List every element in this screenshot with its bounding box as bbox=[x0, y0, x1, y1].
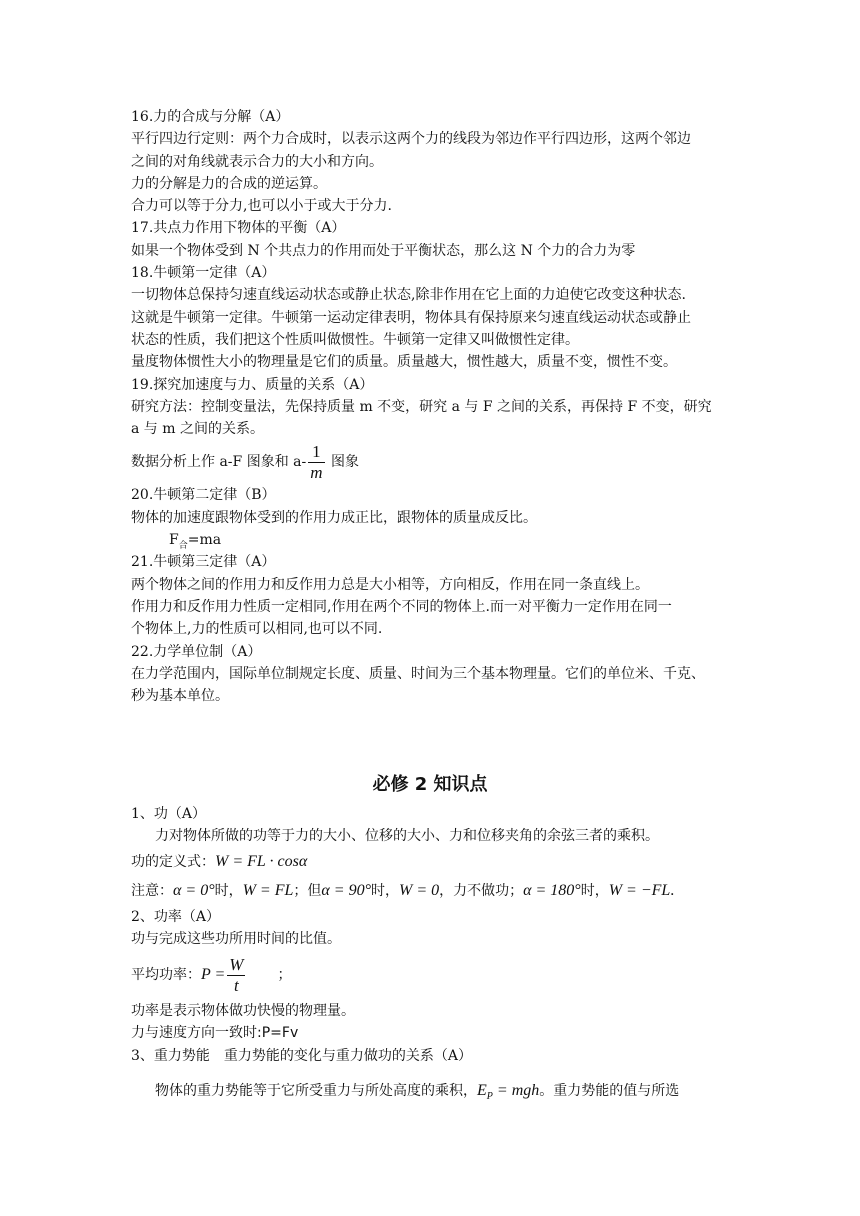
heading-17: 17.共点力作用下物体的平衡（A） bbox=[131, 220, 346, 237]
section2-content bbox=[131, 803, 733, 1105]
text-line: 个物体上,力的性质可以相同,也可以不同. bbox=[131, 621, 383, 638]
work-note: 注意：α = 0°时，W = FL；但α = 90°时，W = 0，力不做功；α = 180°时，W = −FL. bbox=[131, 881, 675, 899]
text-line: 研究方法：控制变量法，先保持质量 m 不变，研究 a 与 F 之间的关系，再保持 F 不变，研究 bbox=[131, 398, 712, 415]
section-title: 必修 2 知识点 bbox=[372, 774, 488, 795]
text-line: 如果一个物体受到 N 个共点力的作用而处于平衡状态，那么这 N 个力的合力为零 bbox=[131, 242, 636, 259]
data-analysis-prefix: 数据分析上作 a-F 图象和 a- bbox=[131, 454, 307, 471]
work-formula: W = FL · cosα bbox=[215, 852, 308, 870]
work-definition: 功的定义式：W = FL · cosα bbox=[131, 852, 308, 870]
text-line: 秒为基本单位。 bbox=[131, 688, 229, 705]
heading-work: 1、功（A） bbox=[131, 806, 207, 822]
potential-energy-text: 物体的重力势能等于它所受重力与所处高度的乘积，$E_P$ = mgh。重力势能的值与所选 bbox=[155, 1082, 680, 1102]
heading-21: 21.牛顿第三定律（A） bbox=[131, 554, 276, 571]
text-line: 之间的对角线就表示合力的大小和方向。 bbox=[131, 153, 383, 170]
text-line: 在力学范围内，国际单位制规定长度、质量、时间为三个基本物理量。它们的单位米、千克、 bbox=[131, 665, 705, 682]
fraction-denominator: m bbox=[310, 462, 323, 482]
text-line: 合力可以等于分力,也可以小于或大于分力. bbox=[131, 198, 392, 215]
text-line: 功与完成这些功所用时间的比值。 bbox=[131, 930, 341, 947]
heading-18: 18.牛顿第一定律（A） bbox=[131, 265, 276, 282]
heading-20: 20.牛顿第二定律（B） bbox=[131, 487, 276, 504]
text-line: 这就是牛顿第一定律。牛顿第一运动定律表明，物体具有保持原来匀速直线运动状态或静止 bbox=[131, 309, 691, 326]
formula-subscript: 合 bbox=[178, 540, 188, 551]
average-power-formula: 平均功率：P = $\frac{W}{t}$ ； bbox=[131, 954, 292, 995]
data-analysis-suffix: 图象 bbox=[326, 454, 359, 471]
heading-power: 2、功率（A） bbox=[131, 908, 221, 925]
fraction-numerator: 1 bbox=[312, 441, 321, 461]
heading-22: 22.力学单位制（A） bbox=[131, 643, 262, 660]
page-content bbox=[131, 106, 733, 707]
text-line: 作用力和反作用力性质一定相同,作用在两个不同的物体上.而一对平衡力一定作用在同一 bbox=[131, 598, 672, 615]
data-analysis-line bbox=[131, 440, 733, 484]
text-line: 量度物体惯性大小的物理量是它们的质量。质量越大，惯性越大，质量不变，惯性不变。 bbox=[131, 354, 677, 371]
text-line: 平行四边行定则：两个力合成时，以表示这两个力的线段为邻边作平行四边形，这两个邻边 bbox=[131, 131, 691, 148]
text-line: 力的分解是力的合成的逆运算。 bbox=[131, 175, 327, 192]
heading-potential-energy: 3、重力势能 重力势能的变化与重力做功的关系（A） bbox=[131, 1047, 473, 1064]
heading-16: 16.力的合成与分解（A） bbox=[131, 109, 290, 125]
fraction-w-over-t: $\frac{W}{t}$ bbox=[229, 954, 244, 995]
text-line: 两个物体之间的作用力和反作用力总是大小相等，方向相反，作用在同一条直线上。 bbox=[131, 576, 649, 593]
text-line: 物体的加速度跟物体受到的作用力成正比，跟物体的质量成反比。 bbox=[131, 509, 537, 526]
newton-second-law-formula: $F_合=ma$ bbox=[169, 532, 222, 551]
text-line: 功率是表示物体做功快慢的物理量。 bbox=[131, 1003, 355, 1020]
fraction-1-over-m bbox=[308, 442, 324, 483]
text-line: 状态的性质，我们把这个性质叫做惯性。牛顿第一定律又叫做惯性定律。 bbox=[131, 331, 579, 348]
text-line: a 与 m 之间的关系。 bbox=[131, 421, 264, 438]
text-line: 力与速度方向一致时:P=Fv bbox=[131, 1025, 299, 1042]
text-line: 一切物体总保持匀速直线运动状态或静止状态,除非作用在它上面的力迫使它改变这种状态. bbox=[131, 287, 686, 304]
heading-19: 19.探究加速度与力、质量的关系（A） bbox=[131, 376, 374, 393]
text-line: 力对物体所做的功等于力的大小、位移的大小、力和位移夹角的余弦三者的乘积。 bbox=[155, 828, 659, 845]
